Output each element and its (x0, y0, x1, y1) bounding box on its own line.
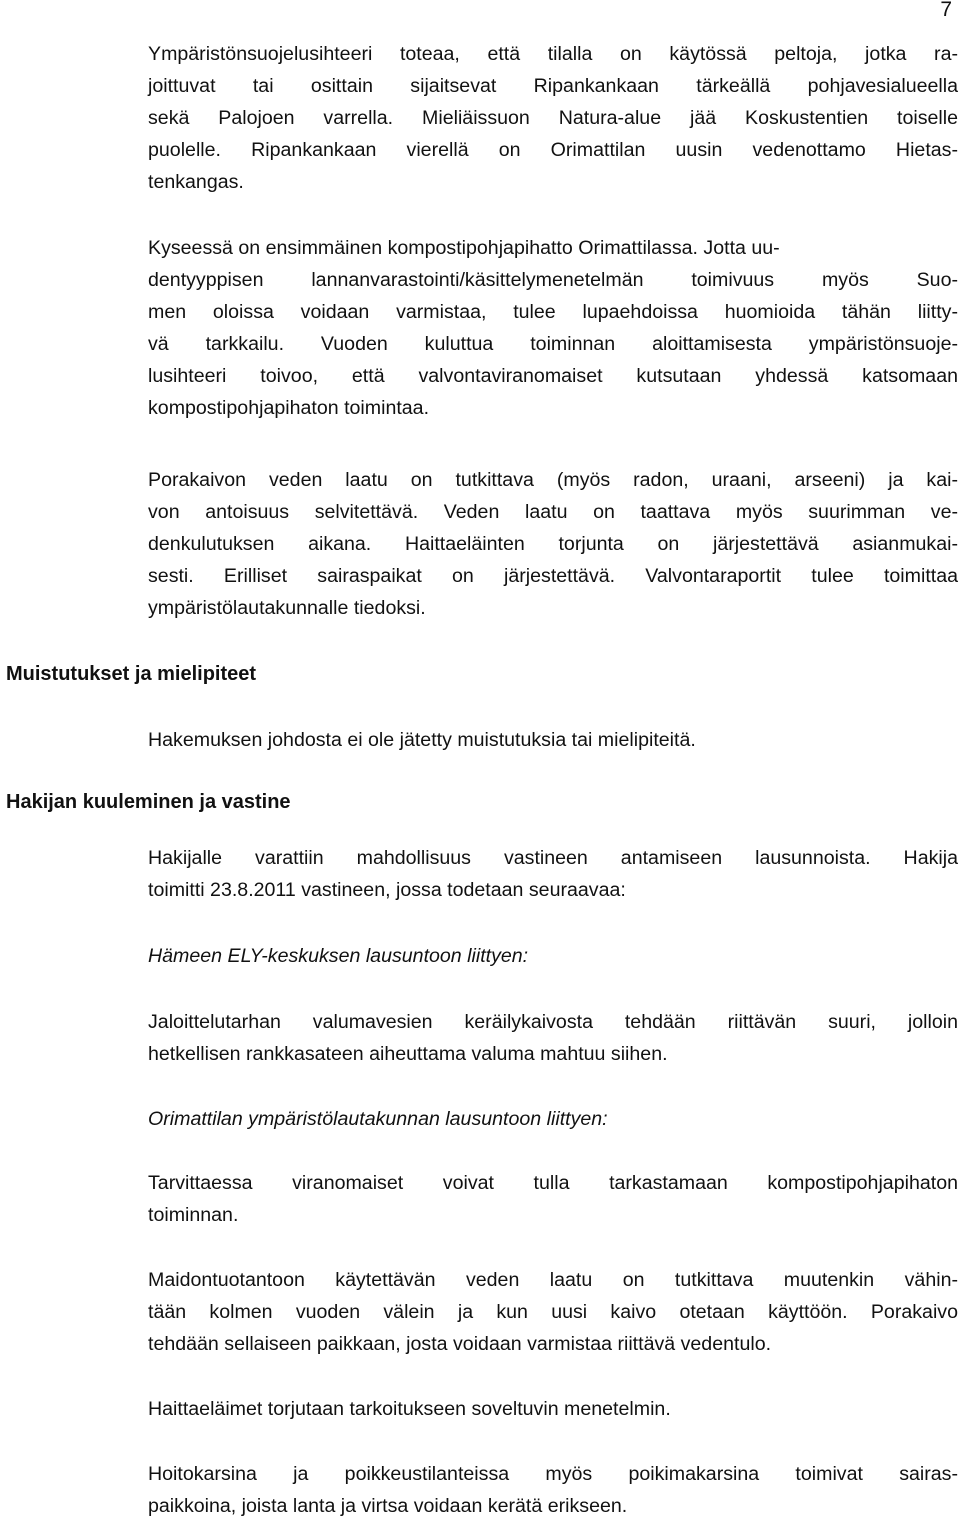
text-line: toiminnan. (148, 1204, 239, 1226)
text-line: Jaloittelutarhan valumavesien keräilykaivosta tehdään riittävän suuri, jolloin (148, 1011, 958, 1033)
text-line: sekä Palojoen varrella. Mieliäissuon Natura-alue jää Koskustentien toiselle (148, 107, 958, 129)
subheading-orimattila (148, 1103, 958, 1135)
paragraph-4 (148, 724, 958, 756)
text-line: vä tarkkailu. Vuoden kuluttua toiminnan aloittamisesta ympäristönsuoje- (148, 333, 958, 355)
text-line: tään kolmen vuoden välein ja kun uusi kaivo otetaan käyttöön. Porakaivo (148, 1301, 958, 1323)
text-line: Hakijalle varattiin mahdollisuus vastineen antamiseen lausunnoista. Hakija (148, 847, 958, 869)
text-line: Maidontuotantoon käytettävän veden laatu on tutkittava muutenkin vähin- (148, 1269, 958, 1291)
subheading-ely (148, 940, 958, 972)
text-line: lusihteeri toivoo, että valvontaviranomaiset kutsutaan yhdessä katsomaan (148, 365, 958, 387)
text-line: Tarvittaessa viranomaiset voivat tulla tarkastamaan kompostipohjapihaton (148, 1172, 958, 1194)
text-line: toimitti 23.8.2011 vastineen, jossa todetaan seuraavaa: (148, 879, 626, 901)
paragraph-2 (148, 232, 958, 424)
paragraph-8 (148, 1264, 958, 1360)
text-line: denkulutuksen aikana. Haittaeläinten torjunta on järjestettävä asianmukai- (148, 533, 958, 555)
paragraph-9 (148, 1393, 958, 1425)
text-line: kompostipohjapihaton toimintaa. (148, 397, 430, 419)
paragraph-3 (148, 464, 958, 624)
text-line: sesti. Erilliset sairaspaikat on järjestettävä. Valvontaraportit tulee toimittaa (148, 565, 958, 587)
text-line: ympäristölautakunnalle tiedoksi. (148, 597, 426, 619)
text-line: Porakaivon veden laatu on tutkittava (myös radon, uraani, arseeni) ja kai- (148, 469, 958, 491)
text-line: Hämeen ELY-keskuksen lausuntoon liittyen: (148, 945, 529, 967)
text-line: Orimattilan ympäristölautakunnan lausuntoon liittyen: (148, 1108, 608, 1130)
text-line: joittuvat tai osittain sijaitsevat Ripankankaan tärkeällä pohjavesialueella (148, 75, 958, 97)
text-line: hetkellisen rankkasateen aiheuttama valuma mahtuu siihen. (148, 1043, 668, 1065)
text-line: Haittaeläimet torjutaan tarkoitukseen soveltuvin menetelmin. (148, 1398, 671, 1420)
text-line: puolelle. Ripankankaan vierellä on Orimattilan uusin vedenottamo Hietas- (148, 139, 958, 161)
paragraph-5 (148, 842, 958, 906)
text-line: tenkangas. (148, 171, 244, 193)
text-line: tehdään sellaiseen paikkaan, josta voidaan varmistaa riittävä vedentulo. (148, 1333, 772, 1355)
text-line: Hoitokarsina ja poikkeustilanteissa myös poikimakarsina toimivat sairas- (148, 1463, 958, 1485)
text-line: Kyseessä on ensimmäinen kompostipohjapihatto Orimattilassa. Jotta uu- (148, 237, 780, 259)
text-line: Ympäristönsuojelusihteeri toteaa, että tilalla on käytössä peltoja, jotka ra- (148, 43, 958, 65)
text-line: Hakemuksen johdosta ei ole jätetty muistutuksia tai mielipiteitä. (148, 729, 696, 751)
page-number: 7 (940, 0, 952, 21)
section-heading-muistutukset: Muistutukset ja mielipiteet (6, 663, 257, 685)
paragraph-1 (148, 38, 958, 198)
paragraph-7 (148, 1167, 958, 1231)
text-line: men oloissa voidaan varmistaa, tulee lupaehdoissa huomioida tähän liitty- (148, 301, 958, 323)
section-heading-hakijan: Hakijan kuuleminen ja vastine (6, 791, 291, 813)
text-line: dentyyppisen lannanvarastointi/käsittelymenetelmän toimivuus myös Suo- (148, 269, 958, 291)
text-line: paikkoina, joista lanta ja virtsa voidaan kerätä erikseen. (148, 1495, 628, 1517)
paragraph-10 (148, 1458, 958, 1522)
paragraph-6 (148, 1006, 958, 1070)
text-line: von antoisuus selvitettävä. Veden laatu on taattava myös suurimman ve- (148, 501, 958, 523)
